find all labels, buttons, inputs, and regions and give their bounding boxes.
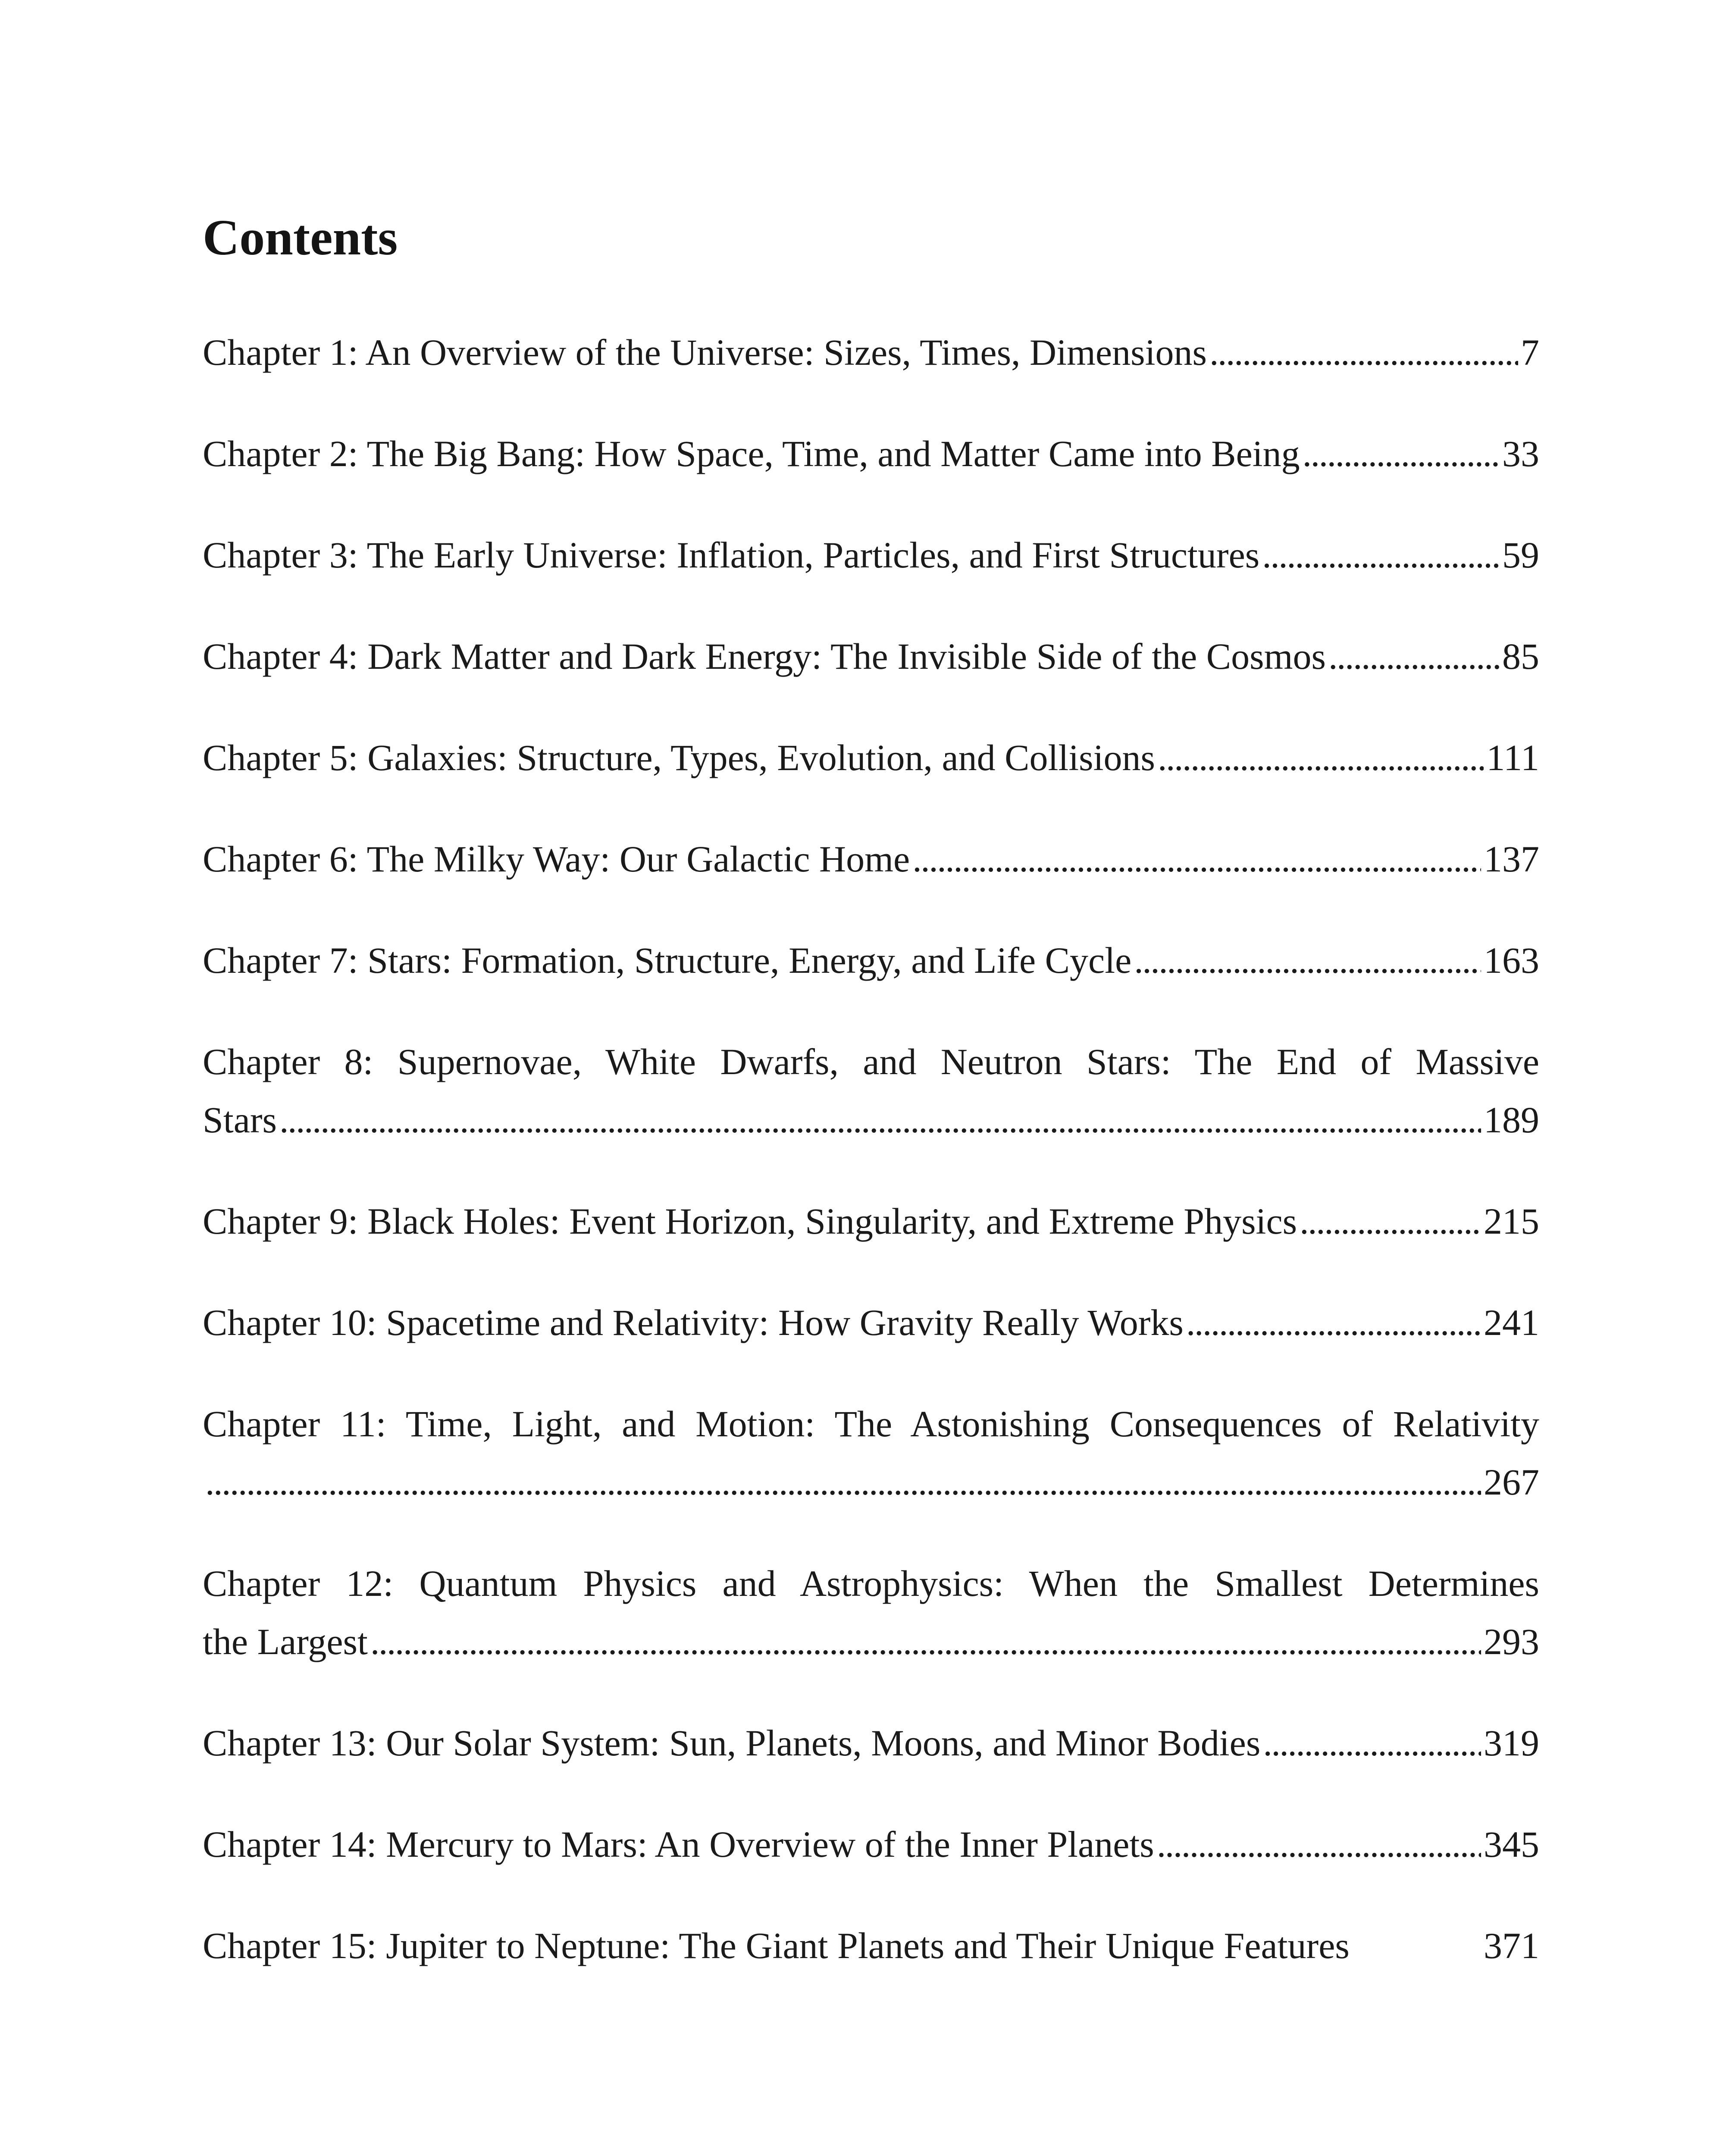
toc-entry-row <box>203 1613 1539 1671</box>
page-number: 33 <box>1502 432 1539 474</box>
toc-entry-title-line: Chapter 11: Time, Light, and Motion: The Astonishing Consequences of Relativity <box>203 1403 1539 1445</box>
dot-leader <box>1134 931 1481 990</box>
toc-entry-title: Stars <box>203 1099 277 1141</box>
toc-entry[interactable] <box>203 1815 1539 1874</box>
toc-entry-title: the Largest <box>203 1620 368 1662</box>
toc-entry[interactable] <box>203 425 1539 483</box>
toc-entry-row <box>203 1917 1539 1975</box>
toc-entry-row <box>203 729 1539 787</box>
toc-entry-row <box>203 1091 1539 1149</box>
toc-entry[interactable] <box>203 1395 1539 1511</box>
toc-entry[interactable] <box>203 526 1539 584</box>
toc-entry[interactable] <box>203 323 1539 382</box>
toc-entry-row <box>203 1192 1539 1250</box>
toc-entry[interactable] <box>203 729 1539 787</box>
toc-entry[interactable] <box>203 627 1539 686</box>
toc-entry-title-line: Chapter 8: Supernovae, White Dwarfs, and Neutron Stars: The End of Massive <box>203 1040 1539 1082</box>
dot-leader <box>1328 627 1500 686</box>
toc-entry[interactable] <box>203 1033 1539 1149</box>
page-number: 215 <box>1484 1200 1539 1242</box>
page-number: 137 <box>1484 838 1539 880</box>
toc-entry-title: Chapter 3: The Early Universe: Inflation, Particles, and First Structures <box>203 534 1260 576</box>
toc-entry[interactable] <box>203 1192 1539 1250</box>
toc-entry-row <box>203 830 1539 888</box>
dot-leader <box>1209 323 1518 382</box>
page-number: 345 <box>1484 1823 1539 1865</box>
page-number: 163 <box>1484 939 1539 981</box>
toc-entry-row <box>203 1714 1539 1772</box>
dot-leader <box>1262 526 1500 584</box>
dot-leader <box>1300 1192 1481 1250</box>
toc-page <box>203 207 1539 2018</box>
toc-entry-title: Chapter 5: Galaxies: Structure, Types, Evolution, and Collisions <box>203 736 1155 778</box>
page-number: 59 <box>1502 534 1539 576</box>
toc-entry-row <box>203 425 1539 483</box>
toc-entry-row <box>203 1453 1539 1511</box>
page-number: 371 <box>1484 1924 1539 1966</box>
toc-entry-title: Chapter 15: Jupiter to Neptune: The Giant Planets and Their Unique Features <box>203 1924 1350 1966</box>
page-number: 241 <box>1484 1301 1539 1343</box>
dot-leader <box>1303 425 1500 483</box>
toc-entry-title-line: Chapter 12: Quantum Physics and Astrophysics: When the Smallest Determines <box>203 1562 1539 1604</box>
page-number: 293 <box>1484 1620 1539 1662</box>
toc-entry-title: Chapter 2: The Big Bang: How Space, Time, and Matter Came into Being <box>203 432 1300 474</box>
toc-entry-title: Chapter 9: Black Holes: Event Horizon, Singularity, and Extreme Physics <box>203 1200 1297 1242</box>
dot-leader <box>1157 1815 1481 1874</box>
dot-leader <box>279 1091 1481 1149</box>
page-number: 267 <box>1484 1461 1539 1503</box>
page-number: 85 <box>1502 635 1539 677</box>
toc-entry-title: Chapter 7: Stars: Formation, Structure, Energy, and Life Cycle <box>203 939 1132 981</box>
page-number: 111 <box>1486 736 1539 778</box>
dot-leader <box>1186 1294 1481 1352</box>
dot-leader <box>205 1453 1481 1511</box>
toc-entry-row <box>203 1294 1539 1352</box>
page-title: Contents <box>203 209 398 266</box>
page-number: 319 <box>1484 1722 1539 1764</box>
toc-entry[interactable] <box>203 931 1539 990</box>
toc-entry-row <box>203 526 1539 584</box>
toc-list <box>203 323 1539 1975</box>
toc-entry-title: Chapter 1: An Overview of the Universe: Sizes, Times, Dimensions <box>203 331 1207 373</box>
toc-entry[interactable] <box>203 1294 1539 1352</box>
toc-entry-row <box>203 1815 1539 1874</box>
toc-entry-title: Chapter 14: Mercury to Mars: An Overview of the Inner Planets <box>203 1823 1154 1865</box>
toc-entry[interactable] <box>203 1917 1539 1975</box>
dot-leader <box>1263 1714 1481 1772</box>
dot-leader <box>370 1613 1481 1671</box>
toc-entry-title: Chapter 4: Dark Matter and Dark Energy: The Invisible Side of the Cosmos <box>203 635 1326 677</box>
toc-entry-title: Chapter 13: Our Solar System: Sun, Planets, Moons, and Minor Bodies <box>203 1722 1261 1764</box>
toc-entry-title: Chapter 6: The Milky Way: Our Galactic Home <box>203 838 910 880</box>
toc-entry-row <box>203 323 1539 382</box>
dot-leader <box>912 830 1481 888</box>
toc-entry-title: Chapter 10: Spacetime and Relativity: How Gravity Really Works <box>203 1301 1184 1343</box>
page-number: 7 <box>1521 331 1539 373</box>
dot-leader <box>1158 729 1484 787</box>
toc-entry[interactable] <box>203 1714 1539 1772</box>
page-number: 189 <box>1484 1099 1539 1141</box>
toc-entry-row <box>203 931 1539 990</box>
toc-entry[interactable] <box>203 1554 1539 1671</box>
toc-entry-row <box>203 627 1539 686</box>
toc-entry[interactable] <box>203 830 1539 888</box>
